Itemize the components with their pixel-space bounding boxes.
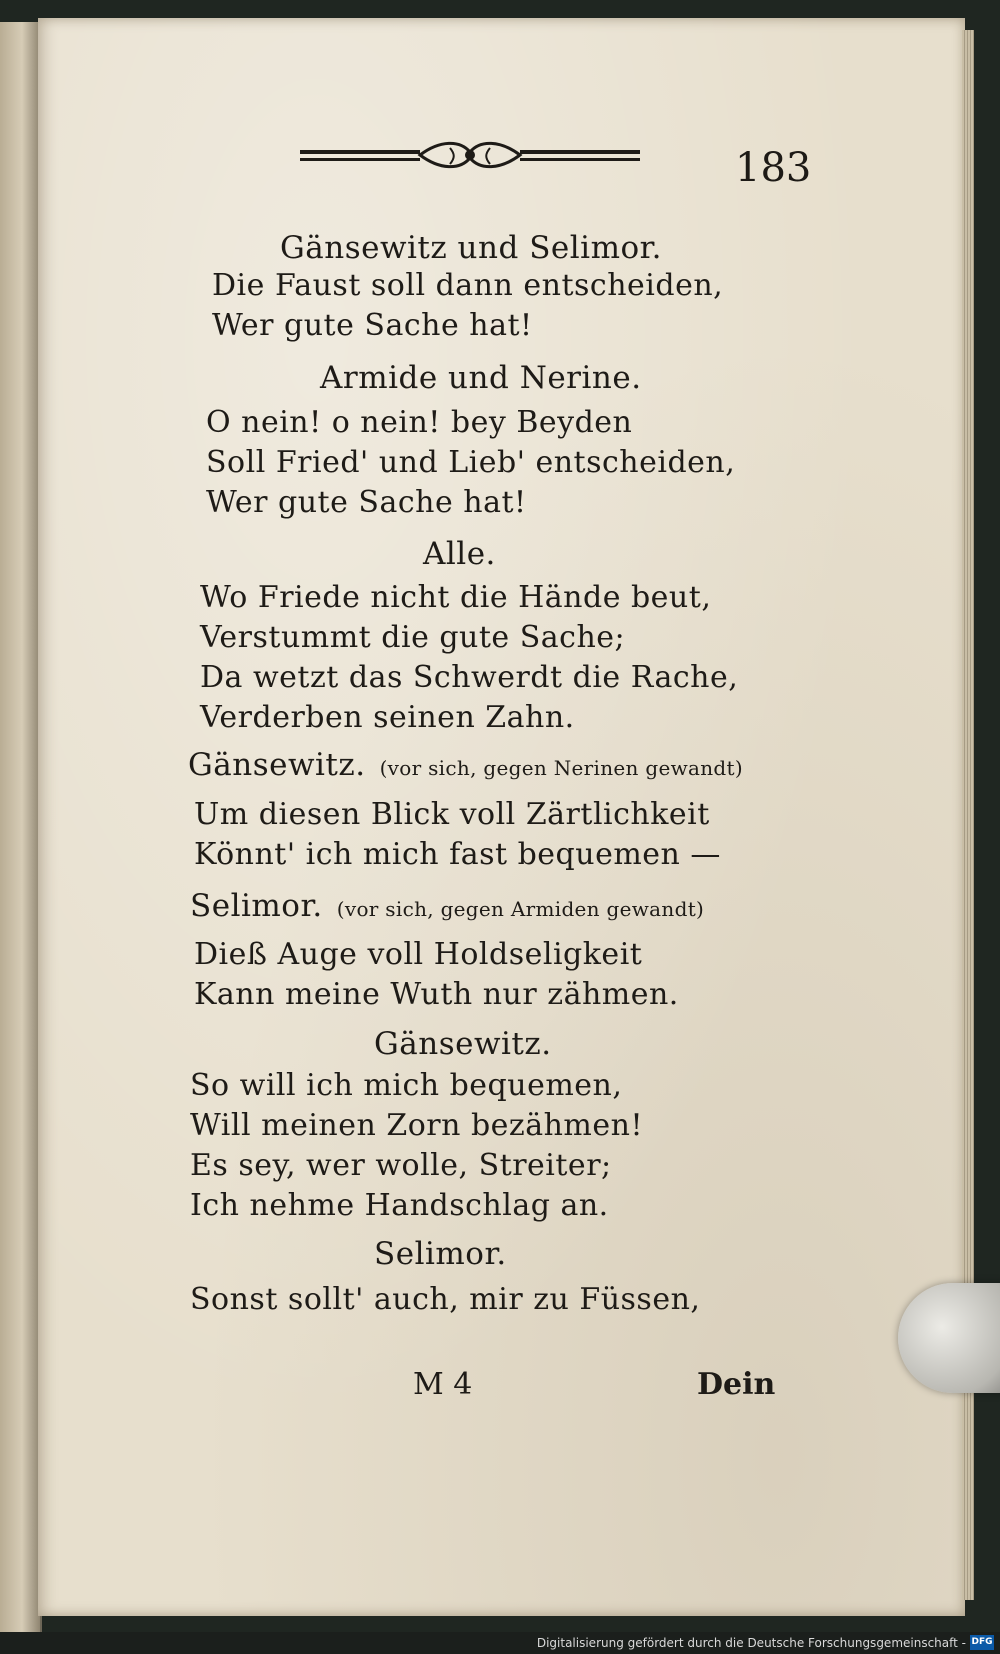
speaker-name: Gänsewitz. — [374, 1026, 552, 1062]
verse-line — [206, 445, 735, 480]
verse-text-span: Ich nehme Handschlag an. — [190, 1188, 609, 1223]
speaker-heading — [188, 747, 743, 783]
verse-line — [194, 797, 710, 832]
verse-text-span: Wo Friede nicht die Hände beut, — [200, 580, 712, 615]
verse-line — [194, 837, 721, 872]
verse-line — [190, 1282, 700, 1317]
verse-text-span: Die Faust soll dann entscheiden, — [212, 268, 724, 303]
speaker-heading — [374, 1236, 507, 1272]
speaker-name: Selimor. — [374, 1236, 507, 1272]
verse-text-span: Will meinen Zorn bezähmen! — [190, 1108, 644, 1143]
verse-line — [206, 405, 632, 440]
verse-text-span: O nein! o nein! bey Beyden — [206, 405, 633, 440]
verse-text-span: Um diesen Blick voll Zärtlichkeit — [194, 797, 710, 832]
verse-text-span: Verstummt die gute Sache; — [200, 620, 626, 655]
verse-line — [190, 1188, 609, 1223]
left-page-edge — [0, 22, 42, 1632]
verse-text-span: Wer gute Sache hat! — [206, 485, 527, 520]
verse-line — [190, 1148, 612, 1183]
footer-bar — [0, 1632, 1000, 1654]
verse-line — [200, 620, 625, 655]
speaker-name: Gänsewitz und Selimor. — [280, 230, 662, 266]
catchword: Dein — [697, 1367, 776, 1402]
verse-line — [212, 308, 533, 343]
verse-line — [190, 1068, 622, 1103]
verse-line — [206, 485, 527, 520]
verse-text-span: Dieß Auge voll Holdseligkeit — [194, 937, 643, 972]
verse-text-span: Es sey, wer wolle, Streiter; — [190, 1148, 612, 1183]
page-turn-tab[interactable] — [898, 1283, 1000, 1393]
verse-text-span: Sonst sollt' auch, mir zu Füssen, — [190, 1282, 701, 1317]
verse-line — [194, 937, 642, 972]
header-ornament — [300, 138, 640, 174]
stage-direction: (vor sich, gegen Armiden gewandt) — [336, 897, 705, 921]
speaker-heading — [280, 230, 662, 266]
verse-text-span: Soll Fried' und Lieb' entscheiden, — [206, 445, 736, 480]
footer-text: Digitalisierung gefördert durch die Deutsche Forschungsgemeinschaft - — [536, 1636, 966, 1650]
dfg-logo: DFG — [970, 1635, 994, 1650]
signature-mark: M 4 — [413, 1367, 473, 1402]
speaker-name: Selimor. — [190, 888, 323, 924]
speaker-name: Alle. — [423, 536, 496, 572]
verse-text-span: Kann meine Wuth nur zähmen. — [194, 977, 679, 1012]
verse-line — [200, 700, 575, 735]
page-number: 183 — [735, 145, 812, 191]
speaker-heading — [190, 888, 704, 924]
verse-text-span: Verderben seinen Zahn. — [200, 700, 575, 735]
stage-direction: (vor sich, gegen Nerinen gewandt) — [379, 756, 743, 780]
speaker-heading — [423, 536, 496, 572]
speaker-heading — [320, 360, 642, 396]
verse-line — [194, 977, 679, 1012]
verse-line — [190, 1108, 643, 1143]
verse-line — [212, 268, 723, 303]
verse-line — [200, 660, 738, 695]
verse-line — [200, 580, 711, 615]
speaker-name: Gänsewitz. — [188, 747, 366, 783]
verse-text-span: Wer gute Sache hat! — [212, 308, 533, 343]
speaker-name: Armide und Nerine. — [320, 360, 642, 396]
verse-text-span: So will ich mich bequemen, — [190, 1068, 623, 1103]
verse-text-span: Da wetzt das Schwerdt die Rache, — [200, 660, 739, 695]
speaker-heading — [374, 1026, 552, 1062]
verse-text-span: Könnt' ich mich fast bequemen — — [194, 837, 721, 872]
